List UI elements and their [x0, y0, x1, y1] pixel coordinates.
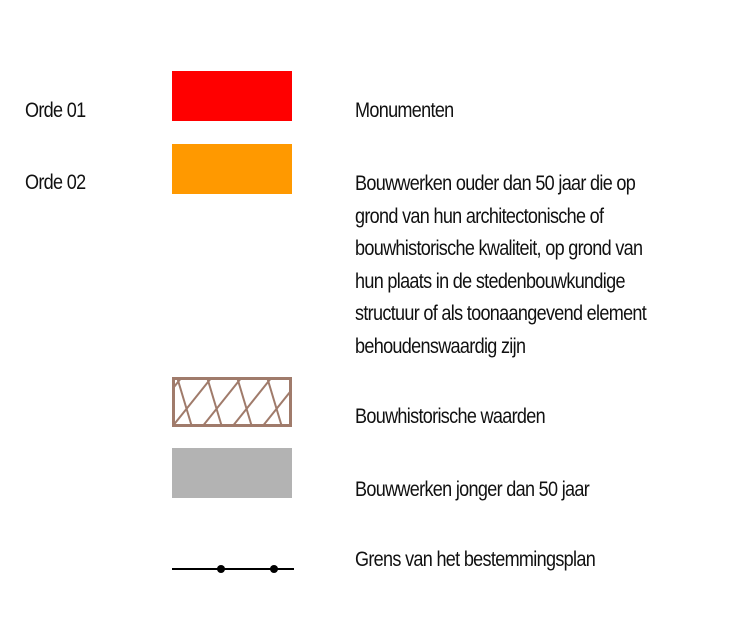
legend-label-orde-01: Orde 01 [25, 99, 86, 122]
description-line: hun plaats in de stedenbouwkundige [355, 269, 625, 293]
legend-swatch-jonger-dan-50-jaar [172, 448, 292, 498]
description-line: bouwhistorische kwaliteit, op grond van [355, 237, 643, 260]
description-line: grond van hun architectonische of [355, 204, 604, 228]
description-line: behoudenswaardig zijn [355, 334, 526, 358]
legend-symbol-plan-boundary [172, 559, 294, 579]
description-line: structuur of als toonaangevend element [355, 302, 647, 325]
legend-swatch-bouwhistorische-waarden [172, 377, 292, 427]
legend-description-jonger-dan-50-jaar: Bouwwerken jonger dan 50 jaar [355, 478, 590, 501]
legend-description-monumenten: Monumenten [355, 99, 454, 122]
legend-description-ouder-dan-50-jaar [355, 168, 646, 363]
legend-label-orde-02: Orde 02 [25, 171, 86, 194]
legend-description-bouwhistorische-waarden: Bouwhistorische waarden [355, 405, 545, 428]
description-line: Bouwwerken ouder dan 50 jaar die op [355, 172, 636, 195]
legend-description-plan-boundary: Grens van het bestemmingsplan [355, 548, 596, 571]
legend-swatch-monumenten [172, 71, 292, 121]
legend-swatch-ouder-dan-50-jaar [172, 144, 292, 194]
